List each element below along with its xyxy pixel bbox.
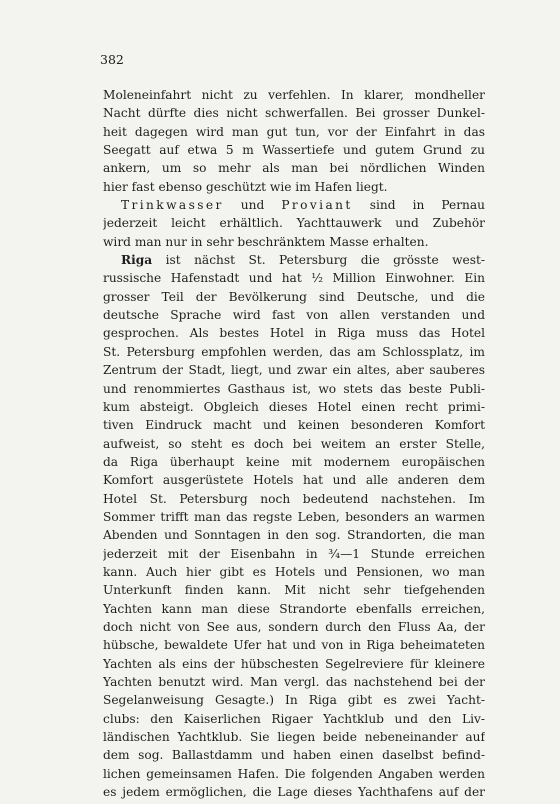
- text-line: [103, 636, 485, 654]
- line-text: Zentrum der Stadt, liegt, und zwar ein altes, aber sauberes: [103, 363, 485, 378]
- line-text: ist nächst St. Petersburg die grösste west-: [152, 253, 485, 268]
- text-line: [103, 710, 485, 728]
- line-text: kum absteigt. Obgleich dieses Hotel einen recht primi-: [103, 399, 485, 414]
- line-text: Yachten als eins der hübschesten Segelreviere für kleinere: [103, 656, 485, 671]
- line-text: Nacht dürfte dies nicht schwerfallen. Bei grosser Dunkel-: [103, 106, 485, 121]
- text-line: [103, 471, 485, 489]
- text-line: [103, 104, 485, 122]
- text-line: [103, 581, 485, 599]
- line-text: jederzeit leicht erhältlich. Yachttauwerk und Zubehör: [103, 216, 485, 231]
- line-text: hübsche, bewaldete Ufer hat und von in Riga beheimateten: [103, 638, 485, 653]
- text-line: [103, 765, 485, 783]
- text-line: [103, 508, 485, 526]
- line-text: russische Hafenstadt und hat ½ Million Einwohner. Ein: [103, 271, 485, 286]
- text-line: [103, 691, 485, 709]
- text-line: [103, 435, 485, 453]
- line-text: gesprochen. Als bestes Hotel in Riga muss das Hotel: [103, 326, 485, 341]
- line-text: Seegatt auf etwa 5 m Wassertiefe und gutem Grund zu: [103, 143, 485, 158]
- line-text: ländischen Yachtklub. Sie liegen beide nebeneinander auf: [103, 730, 485, 745]
- line-text: St. Petersburg empfohlen werden, das am Schlossplatz, im: [103, 344, 485, 359]
- line-text: und: [223, 198, 282, 213]
- text-line: [103, 196, 485, 214]
- text-line: [103, 141, 485, 159]
- line-text: Segelanweisung Gesagte.) In Riga gibt es zwei Yacht-: [103, 693, 485, 708]
- line-text: Yachten benutzt wird. Man vergl. das nachstehend bei der: [103, 675, 485, 689]
- text-line: [103, 600, 485, 618]
- text-line: [103, 490, 485, 508]
- line-text: wird man nur in sehr beschränktem Masse erhalten.: [103, 234, 429, 249]
- body-text: [103, 86, 485, 801]
- line-text: kann. Auch hier gibt es Hotels und Pensionen, wo man: [103, 564, 485, 579]
- line-text: Abenden und Sonntagen in den sog. Strandorten, die man: [103, 528, 485, 543]
- line-text: Hotel St. Petersburg noch bedeutend nachstehen. Im: [103, 491, 485, 506]
- text-line: [103, 159, 485, 177]
- text-line: [103, 416, 485, 434]
- text-line: [103, 86, 485, 104]
- text-line: [103, 324, 485, 342]
- line-text: deutsche Sprache wird fast von allen verstanden und: [103, 308, 485, 323]
- line-text: Unterkunft finden kann. Mit nicht sehr tiefgehenden: [103, 583, 485, 598]
- text-line: [103, 618, 485, 636]
- line-text: sind in Pernau: [352, 198, 485, 213]
- line-text: Moleneinfahrt nicht zu verfehlen. In klarer, mondheller: [103, 88, 485, 102]
- line-text: heit dagegen wird man gut tun, vor der Einfahrt in das: [103, 124, 485, 139]
- text-line: [103, 526, 485, 544]
- line-text: ankern, um so mehr als man bei nördlichen Winden: [103, 161, 485, 176]
- line-text: Yachten kann man diese Strandorte ebenfalls erreichen,: [103, 601, 485, 616]
- line-text: dem sog. Ballastdamm und haben einen daselbst befind-: [103, 748, 485, 763]
- text-line: [103, 783, 485, 801]
- text-line: [103, 288, 485, 306]
- text-line: [103, 269, 485, 287]
- line-text: Sommer trifft man das regste Leben, besonders an warmen: [103, 509, 485, 524]
- page-number: 382: [100, 52, 124, 67]
- spaced-term: Trinkwasser: [121, 198, 224, 213]
- spaced-term: Proviant: [281, 198, 353, 213]
- line-text: es jedem ermöglichen, die Lage dieses Yachthafens auf der: [103, 785, 485, 800]
- text-line: [103, 251, 485, 269]
- text-line: [103, 123, 485, 141]
- line-text: da Riga überhaupt keine mit modernem europäischen: [103, 454, 485, 469]
- text-line: [103, 545, 485, 563]
- text-line: [103, 655, 485, 673]
- line-text: jederzeit mit der Eisenbahn in ¾—1 Stunde erreichen: [103, 546, 485, 561]
- text-line: [103, 380, 485, 398]
- line-text: tiven Eindruck macht und keinen besonderen Komfort: [103, 418, 485, 433]
- text-line: [103, 728, 485, 746]
- line-text: lichen gemeinsamen Hafen. Die folgenden Angaben werden: [103, 766, 485, 781]
- text-line: [103, 453, 485, 471]
- text-line: [103, 233, 485, 251]
- bold-term: Riga: [121, 253, 153, 268]
- line-text: grosser Teil der Bevölkerung sind Deutsche, und die: [103, 289, 485, 304]
- text-line: [103, 746, 485, 764]
- line-text: hier fast ebenso geschützt wie im Hafen liegt.: [103, 179, 388, 194]
- line-text: clubs: den Kaiserlichen Rigaer Yachtklub und den Liv-: [103, 711, 485, 726]
- text-line: [103, 306, 485, 324]
- text-line: [103, 361, 485, 379]
- text-line: [103, 178, 485, 196]
- text-line: [103, 398, 485, 416]
- line-text: Komfort ausgerüstete Hotels hat und alle anderen dem: [103, 473, 485, 488]
- line-text: und renommiertes Gasthaus ist, wo stets das beste Publi-: [103, 381, 485, 396]
- line-text: doch nicht von See aus, sondern durch den Fluss Aa, der: [103, 619, 485, 634]
- text-line: [103, 343, 485, 361]
- text-line: [103, 673, 485, 691]
- line-text: aufweist, so steht es doch bei weitem an erster Stelle,: [103, 436, 485, 451]
- text-line: [103, 214, 485, 232]
- text-line: [103, 563, 485, 581]
